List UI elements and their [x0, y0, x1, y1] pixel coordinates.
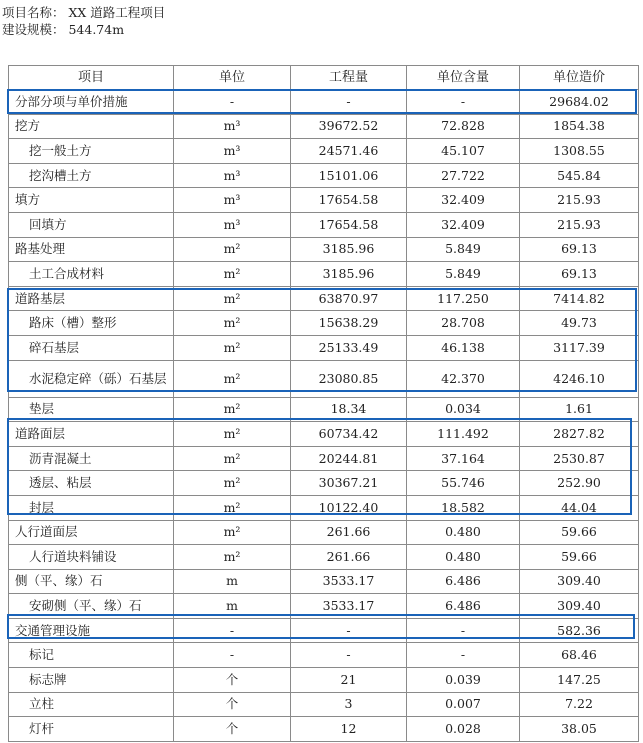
unit-content-cell: 72.828: [407, 114, 520, 139]
table-row: [9, 90, 639, 115]
unit-cost-cell: 147.25: [520, 668, 639, 693]
item-cell: 分部分项与单价措施: [9, 90, 174, 115]
unit-cost-cell: 309.40: [520, 594, 639, 619]
item-cell: 垫层: [9, 397, 174, 422]
project-scale: 建设规模： 544.74m: [2, 22, 125, 37]
unit-content-cell: 0.034: [407, 397, 520, 422]
table-row: [9, 692, 639, 717]
unit-content-cell: -: [407, 643, 520, 668]
unit-cell: m²: [174, 237, 291, 262]
table-row: [9, 495, 639, 520]
unit-content-cell: 117.250: [407, 286, 520, 311]
quantity-cell: 18.34: [291, 397, 407, 422]
unit-content-cell: 46.138: [407, 335, 520, 360]
item-cell: 填方: [9, 188, 174, 213]
unit-content-cell: 18.582: [407, 495, 520, 520]
unit-content-cell: 55.746: [407, 471, 520, 496]
quantity-cell: 39672.52: [291, 114, 407, 139]
unit-content-cell: -: [407, 618, 520, 643]
unit-cell: -: [174, 643, 291, 668]
unit-content-cell: 5.849: [407, 262, 520, 287]
header-unit-content: 单位含量: [407, 66, 520, 90]
unit-content-cell: 42.370: [407, 360, 520, 397]
item-cell: 安砌侧（平、缘）石: [9, 594, 174, 619]
header-unit-cost: 单位造价: [520, 66, 639, 90]
unit-cell: 个: [174, 668, 291, 693]
table-row: [9, 643, 639, 668]
unit-cell: -: [174, 618, 291, 643]
unit-content-cell: 0.028: [407, 717, 520, 742]
unit-cost-cell: 69.13: [520, 237, 639, 262]
quantity-cell: -: [291, 643, 407, 668]
table-row: [9, 237, 639, 262]
table-row: [9, 163, 639, 188]
quantity-cell: 15101.06: [291, 163, 407, 188]
quantity-cell: 17654.58: [291, 188, 407, 213]
unit-cost-cell: 1854.38: [520, 114, 639, 139]
unit-cost-cell: 3117.39: [520, 335, 639, 360]
table-row: [9, 668, 639, 693]
unit-cell: m³: [174, 114, 291, 139]
quantity-cell: 21: [291, 668, 407, 693]
unit-cell: m²: [174, 545, 291, 570]
unit-cell: 个: [174, 717, 291, 742]
unit-cost-cell: 69.13: [520, 262, 639, 287]
item-cell: 封层: [9, 495, 174, 520]
unit-cell: m³: [174, 139, 291, 164]
project-name: 项目名称： XX 道路工程项目: [2, 5, 166, 20]
unit-content-cell: 5.849: [407, 237, 520, 262]
quantity-cell: 20244.81: [291, 446, 407, 471]
table-row: [9, 545, 639, 570]
unit-cell: m²: [174, 397, 291, 422]
unit-cell: m: [174, 594, 291, 619]
table-row: [9, 717, 639, 742]
unit-cost-cell: 2827.82: [520, 422, 639, 447]
header-quantity: 工程量: [291, 66, 407, 90]
item-cell: 侧（平、缘）石: [9, 569, 174, 594]
table-row: [9, 422, 639, 447]
item-cell: 土工合成材料: [9, 262, 174, 287]
unit-cost-cell: 68.46: [520, 643, 639, 668]
unit-cell: m²: [174, 262, 291, 287]
item-cell: 立柱: [9, 692, 174, 717]
unit-cost-cell: 582.36: [520, 618, 639, 643]
unit-cell: m: [174, 569, 291, 594]
quantity-cell: 17654.58: [291, 212, 407, 237]
quantity-cell: 3533.17: [291, 569, 407, 594]
quantity-cell: 3185.96: [291, 237, 407, 262]
item-cell: 标记: [9, 643, 174, 668]
quantity-cell: 60734.42: [291, 422, 407, 447]
table-row: [9, 569, 639, 594]
table-row: [9, 114, 639, 139]
unit-cost-cell: 7414.82: [520, 286, 639, 311]
quantity-cell: 30367.21: [291, 471, 407, 496]
table-row: [9, 397, 639, 422]
unit-cell: m²: [174, 422, 291, 447]
quantity-cell: 3: [291, 692, 407, 717]
unit-cell: m²: [174, 335, 291, 360]
quantity-cell: 23080.85: [291, 360, 407, 397]
unit-cost-cell: 215.93: [520, 188, 639, 213]
item-cell: 挖方: [9, 114, 174, 139]
item-cell: 挖沟槽土方: [9, 163, 174, 188]
unit-content-cell: -: [407, 90, 520, 115]
unit-content-cell: 45.107: [407, 139, 520, 164]
table-row: [9, 212, 639, 237]
unit-cell: m²: [174, 360, 291, 397]
unit-cost-cell: 252.90: [520, 471, 639, 496]
table-row: [9, 618, 639, 643]
unit-cell: m³: [174, 188, 291, 213]
table-row: [9, 446, 639, 471]
item-cell: 灯杆: [9, 717, 174, 742]
unit-cost-cell: 545.84: [520, 163, 639, 188]
quantity-cell: 12: [291, 717, 407, 742]
unit-cell: m²: [174, 311, 291, 336]
table-row: [9, 311, 639, 336]
unit-content-cell: 37.164: [407, 446, 520, 471]
unit-content-cell: 32.409: [407, 188, 520, 213]
item-cell: 回填方: [9, 212, 174, 237]
unit-cost-cell: 38.05: [520, 717, 639, 742]
quantity-cell: 24571.46: [291, 139, 407, 164]
quantity-cell: 63870.97: [291, 286, 407, 311]
unit-cost-cell: 59.66: [520, 545, 639, 570]
item-cell: 路基处理: [9, 237, 174, 262]
table-row: [9, 262, 639, 287]
quantity-cell: 3533.17: [291, 594, 407, 619]
unit-cell: m³: [174, 212, 291, 237]
quantity-cell: -: [291, 618, 407, 643]
item-cell: 沥青混凝土: [9, 446, 174, 471]
quantity-cell: -: [291, 90, 407, 115]
item-cell: 道路基层: [9, 286, 174, 311]
unit-content-cell: 6.486: [407, 569, 520, 594]
table-row: [9, 335, 639, 360]
item-cell: 挖一般土方: [9, 139, 174, 164]
unit-cell: m²: [174, 471, 291, 496]
unit-content-cell: 28.708: [407, 311, 520, 336]
unit-cost-cell: 309.40: [520, 569, 639, 594]
unit-cost-cell: 29684.02: [520, 90, 639, 115]
item-cell: 道路面层: [9, 422, 174, 447]
table-row: [9, 360, 639, 397]
unit-cell: m³: [174, 163, 291, 188]
unit-cell: m²: [174, 495, 291, 520]
unit-content-cell: 32.409: [407, 212, 520, 237]
cost-table: [8, 65, 639, 742]
unit-cost-cell: 1.61: [520, 397, 639, 422]
unit-cell: m²: [174, 520, 291, 545]
table-header-row: [9, 66, 639, 90]
unit-cell: m²: [174, 446, 291, 471]
unit-content-cell: 27.722: [407, 163, 520, 188]
unit-cost-cell: 59.66: [520, 520, 639, 545]
table-row: [9, 286, 639, 311]
unit-content-cell: 6.486: [407, 594, 520, 619]
quantity-cell: 25133.49: [291, 335, 407, 360]
header-item: 项目: [9, 66, 174, 90]
header-unit: 单位: [174, 66, 291, 90]
unit-content-cell: 0.480: [407, 520, 520, 545]
unit-cost-cell: 49.73: [520, 311, 639, 336]
item-cell: 碎石基层: [9, 335, 174, 360]
item-cell: 标志牌: [9, 668, 174, 693]
item-cell: 交通管理设施: [9, 618, 174, 643]
item-cell: 水泥稳定碎（砾）石基层: [9, 360, 174, 397]
item-cell: 人行道面层: [9, 520, 174, 545]
unit-cell: m²: [174, 286, 291, 311]
unit-cell: -: [174, 90, 291, 115]
unit-cost-cell: 2530.87: [520, 446, 639, 471]
item-cell: 路床（槽）整形: [9, 311, 174, 336]
unit-cost-cell: 7.22: [520, 692, 639, 717]
table-row: [9, 594, 639, 619]
quantity-cell: 15638.29: [291, 311, 407, 336]
unit-cell: 个: [174, 692, 291, 717]
quantity-cell: 10122.40: [291, 495, 407, 520]
quantity-cell: 261.66: [291, 545, 407, 570]
quantity-cell: 3185.96: [291, 262, 407, 287]
table-row: [9, 188, 639, 213]
unit-content-cell: 0.039: [407, 668, 520, 693]
unit-cost-cell: 215.93: [520, 212, 639, 237]
project-header: [2, 4, 165, 38]
unit-content-cell: 0.480: [407, 545, 520, 570]
table-row: [9, 471, 639, 496]
item-cell: 透层、粘层: [9, 471, 174, 496]
unit-content-cell: 0.007: [407, 692, 520, 717]
unit-content-cell: 111.492: [407, 422, 520, 447]
unit-cost-cell: 1308.55: [520, 139, 639, 164]
unit-cost-cell: 4246.10: [520, 360, 639, 397]
table-row: [9, 139, 639, 164]
unit-cost-cell: 44.04: [520, 495, 639, 520]
quantity-cell: 261.66: [291, 520, 407, 545]
table-row: [9, 520, 639, 545]
item-cell: 人行道块料铺设: [9, 545, 174, 570]
